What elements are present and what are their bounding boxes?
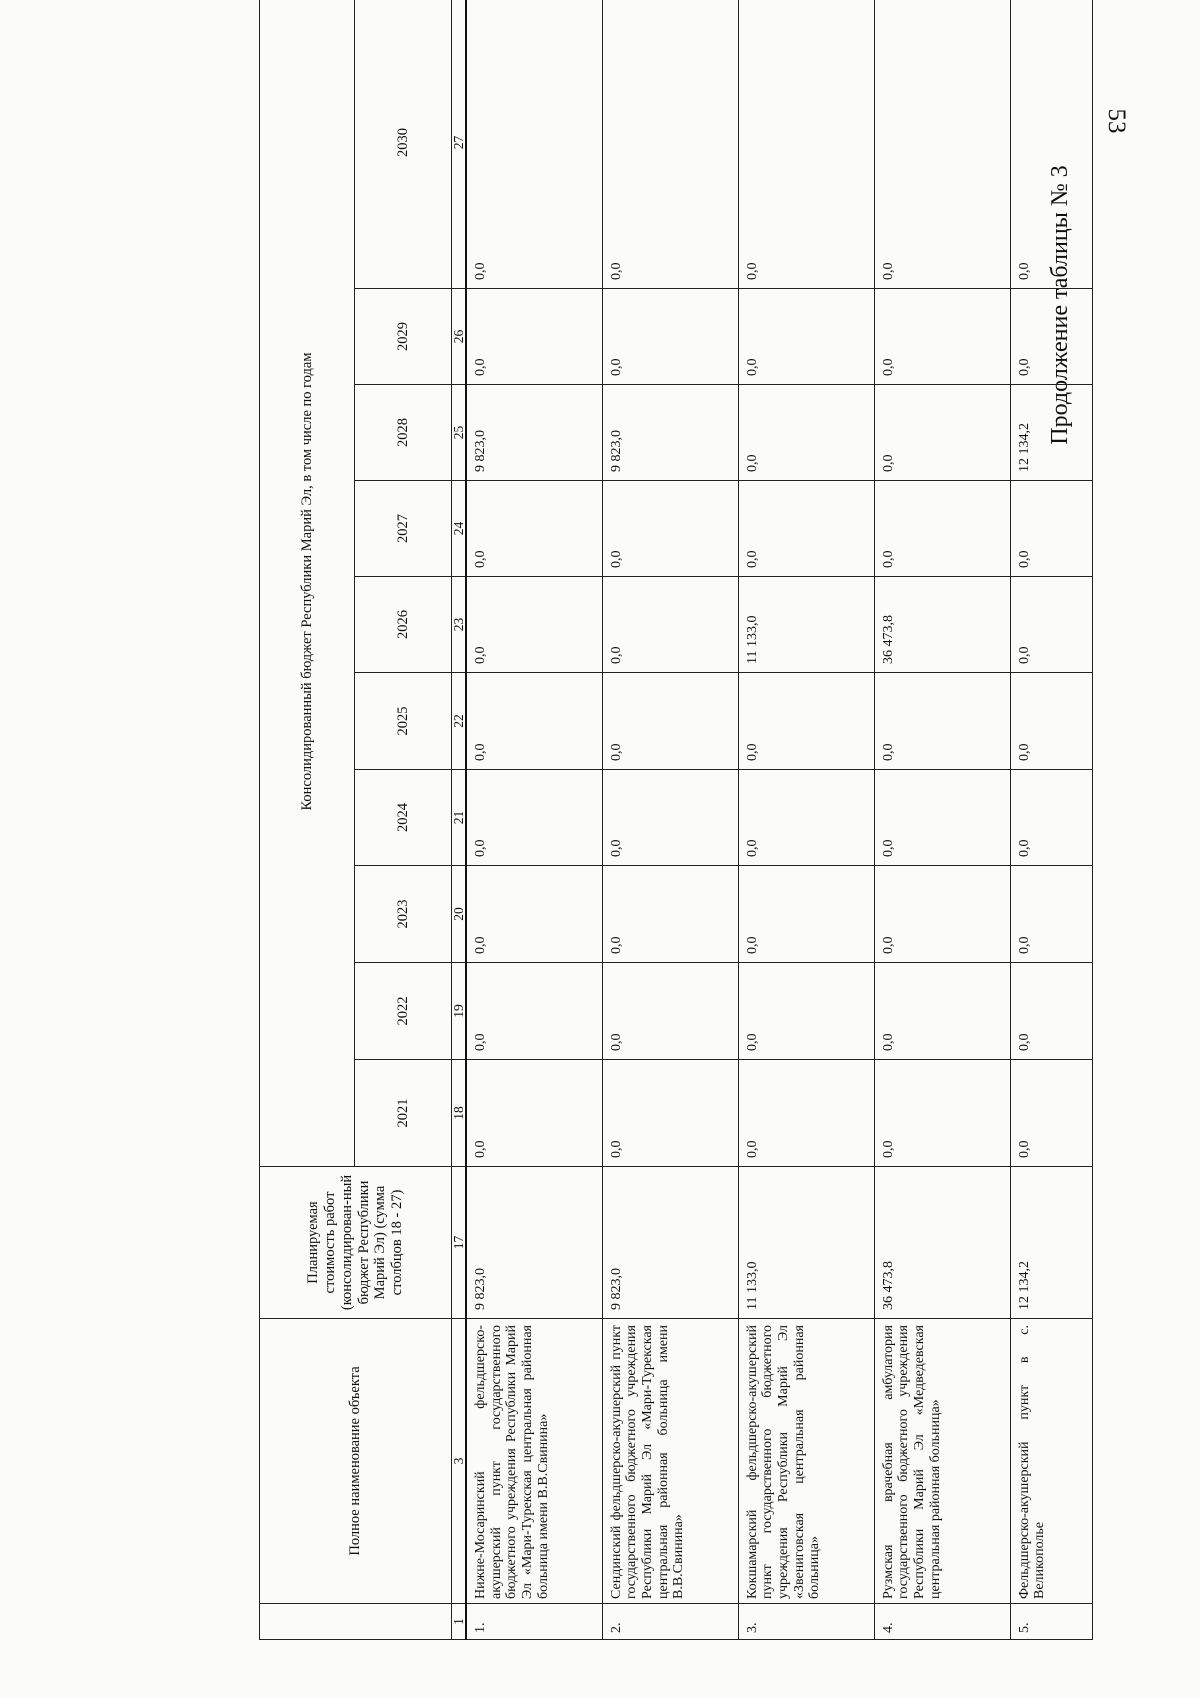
header-year-2028: 2028 — [355, 385, 452, 481]
year-value: 0,0 — [466, 673, 602, 770]
year-value: 0,0 — [738, 0, 874, 289]
year-value: 0,0 — [738, 385, 874, 481]
object-name: Фельдшерско-акушерский пункт в с. Великополье — [1010, 1319, 1092, 1604]
year-value: 0,0 — [738, 481, 874, 577]
table-caption: Продолжение таблицы № 3 — [1047, 165, 1073, 445]
table-row — [1010, 0, 1092, 1640]
year-value: 0,0 — [1010, 770, 1092, 866]
header-year-2025: 2025 — [355, 673, 452, 770]
row-index: 2. — [602, 1604, 738, 1640]
column-number: 20 — [452, 866, 467, 963]
column-number: 23 — [452, 577, 467, 673]
year-value: 0,0 — [1010, 481, 1092, 577]
object-name: Кокшамарский фельдшерско-акушерский пункт государственного бюджетного учреждения Республики Марий Эл «Звениговская центральная районная больница» — [738, 1319, 874, 1604]
header-year-2022: 2022 — [355, 963, 452, 1060]
object-name: Рузмская врачебная амбулатория государственного бюджетного учреждения Республики Марий Эл «Медведевская центральная районная больница» — [874, 1319, 1010, 1604]
year-value: 0,0 — [874, 289, 1010, 385]
year-value: 0,0 — [602, 673, 738, 770]
year-value: 0,0 — [602, 866, 738, 963]
year-value: 0,0 — [874, 866, 1010, 963]
planned-cost: 9 823,0 — [466, 1167, 602, 1319]
header-index-cell — [260, 1604, 452, 1640]
column-number: 24 — [452, 481, 467, 577]
column-number: 26 — [452, 289, 467, 385]
row-index: 4. — [874, 1604, 1010, 1640]
year-value: 0,0 — [602, 0, 738, 289]
planned-cost: 9 823,0 — [602, 1167, 738, 1319]
header-name: Полное наименование объекта — [260, 1319, 452, 1604]
column-number: 3 — [452, 1319, 467, 1604]
year-value: 0,0 — [466, 0, 602, 289]
page-number: 53 — [1103, 108, 1130, 134]
year-value: 0,0 — [466, 577, 602, 673]
year-value: 0,0 — [874, 770, 1010, 866]
year-value: 0,0 — [1010, 289, 1092, 385]
header-year-2021: 2021 — [355, 1060, 452, 1167]
year-value: 0,0 — [874, 385, 1010, 481]
planned-cost: 36 473,8 — [874, 1167, 1010, 1319]
year-value: 0,0 — [602, 289, 738, 385]
year-value: 0,0 — [738, 673, 874, 770]
year-value: 0,0 — [874, 963, 1010, 1060]
column-number: 17 — [452, 1167, 467, 1319]
column-number: 22 — [452, 673, 467, 770]
row-index: 3. — [738, 1604, 874, 1640]
year-value: 0,0 — [1010, 1060, 1092, 1167]
header-year-2024: 2024 — [355, 770, 452, 866]
header-year-2026: 2026 — [355, 577, 452, 673]
header-year-2029: 2029 — [355, 289, 452, 385]
header-planned-cost: Планируемая стоимость работ (консолидирован-ный бюджет Республики Марий Эл) (сумма столбцов 18 - 27) — [260, 1167, 452, 1319]
year-value: 0,0 — [466, 963, 602, 1060]
object-name: Нижне-Мосаринский фельдшерско-акушерский пункт государственного бюджетного учреждения Республики Марий Эл «Мари-Турекская центральная районная больница имени В.В.Свинина» — [466, 1319, 602, 1604]
year-value: 0,0 — [466, 1060, 602, 1167]
year-value: 0,0 — [738, 289, 874, 385]
year-value: 0,0 — [466, 770, 602, 866]
table-row — [874, 0, 1010, 1640]
column-number: 1 — [452, 1604, 467, 1640]
year-value: 0,0 — [738, 963, 874, 1060]
year-value: 9 823,0 — [466, 385, 602, 481]
planned-cost: 11 133,0 — [738, 1167, 874, 1319]
year-value: 0,0 — [466, 866, 602, 963]
year-value: 0,0 — [874, 481, 1010, 577]
row-index: 1. — [466, 1604, 602, 1640]
column-number: 25 — [452, 385, 467, 481]
year-value: 0,0 — [1010, 866, 1092, 963]
table-row — [738, 0, 874, 1640]
year-value: 0,0 — [466, 289, 602, 385]
year-value: 0,0 — [1010, 577, 1092, 673]
budget-table — [259, 0, 1093, 1640]
row-index: 5. — [1010, 1604, 1092, 1640]
year-value: 0,0 — [602, 770, 738, 866]
header-year-2027: 2027 — [355, 481, 452, 577]
year-value: 12 134,2 — [1010, 385, 1092, 481]
header-budget-group: Консолидированный бюджет Республики Марий Эл, в том числе по годам — [260, 0, 355, 1167]
year-value: 0,0 — [602, 481, 738, 577]
year-value: 0,0 — [602, 577, 738, 673]
header-year-2030: 2030 — [355, 0, 452, 289]
year-value: 0,0 — [1010, 0, 1092, 289]
rotated-table-sheet — [259, 97, 1049, 1640]
year-value: 0,0 — [1010, 673, 1092, 770]
year-value: 0,0 — [874, 1060, 1010, 1167]
table-row — [466, 0, 602, 1640]
header-year-2023: 2023 — [355, 866, 452, 963]
year-value: 11 133,0 — [738, 577, 874, 673]
planned-cost: 12 134,2 — [1010, 1167, 1092, 1319]
object-name: Сендинский фельдшерско-акушерский пункт государственного бюджетного учреждения Республики Марий Эл «Мари-Турекская центральная районная больница имени В.В.Свинина» — [602, 1319, 738, 1604]
column-number: 18 — [452, 1060, 467, 1167]
year-value: 0,0 — [874, 673, 1010, 770]
year-value: 36 473,8 — [874, 577, 1010, 673]
year-value: 9 823,0 — [602, 385, 738, 481]
year-value: 0,0 — [1010, 963, 1092, 1060]
column-number: 19 — [452, 963, 467, 1060]
year-value: 0,0 — [602, 1060, 738, 1167]
year-value: 0,0 — [466, 481, 602, 577]
year-value: 0,0 — [602, 963, 738, 1060]
column-number: 27 — [452, 0, 467, 289]
column-number: 21 — [452, 770, 467, 866]
year-value: 0,0 — [738, 866, 874, 963]
table-row — [602, 0, 738, 1640]
year-value: 0,0 — [874, 0, 1010, 289]
year-value: 0,0 — [738, 1060, 874, 1167]
year-value: 0,0 — [738, 770, 874, 866]
